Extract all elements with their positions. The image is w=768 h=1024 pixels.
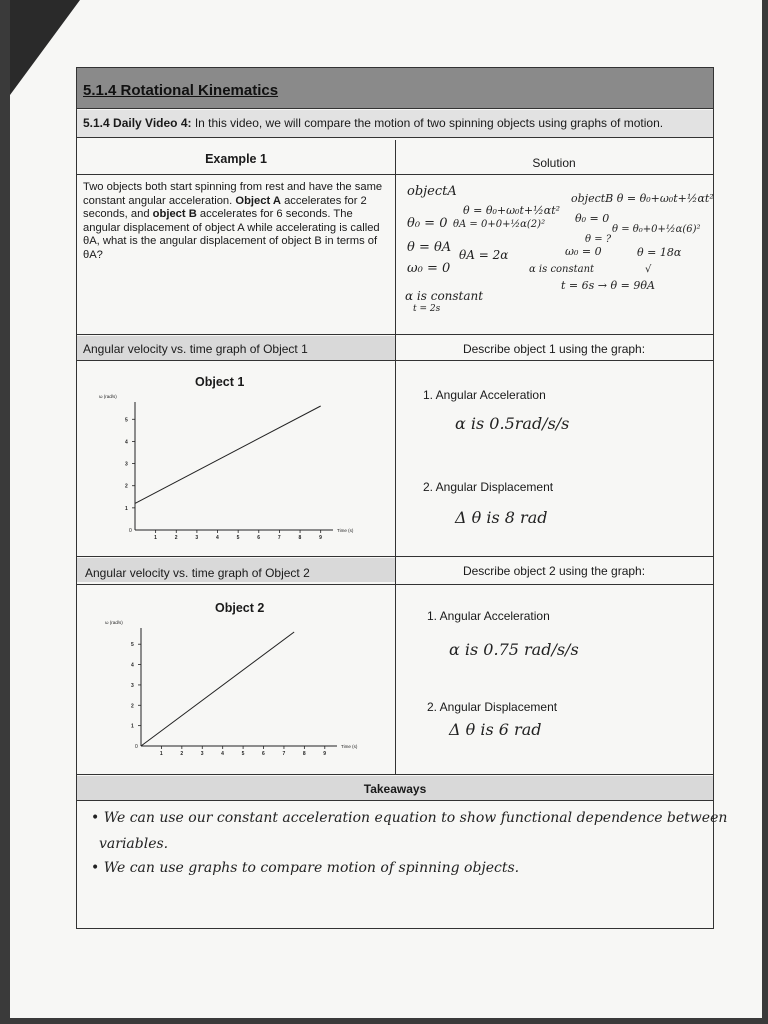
origin-label: 0 xyxy=(135,744,138,750)
x-axis-label: Time (s) xyxy=(337,528,354,533)
object2-question-acceleration: 1. Angular Acceleration xyxy=(427,609,550,623)
y-tick-label: 4 xyxy=(131,662,134,669)
handwritten-step: t = 6s → θ = 9θA xyxy=(561,279,655,292)
y-tick-label: 2 xyxy=(125,483,128,490)
x-tick-label: 6 xyxy=(257,535,261,541)
handwritten-step: t = 2s xyxy=(413,304,441,314)
handwritten-step: ω₀ = 0 xyxy=(565,245,602,258)
x-tick-label: 8 xyxy=(302,751,306,757)
handwritten-step: θ₀ = 0 xyxy=(575,212,610,225)
origin-label: 0 xyxy=(129,528,132,534)
object1-graph-label: Angular velocity vs. time graph of Object 1 xyxy=(83,342,308,356)
handwritten-step: θ = 18α xyxy=(637,246,682,259)
x-tick-label: 8 xyxy=(298,535,302,541)
worksheet-page xyxy=(10,0,762,1018)
y-tick-label: 5 xyxy=(125,417,128,424)
object1-velocity-chart xyxy=(85,394,385,548)
velocity-series-line xyxy=(141,632,294,746)
x-tick-label: 1 xyxy=(154,535,157,541)
page-title: 5.1.4 Rotational Kinematics xyxy=(83,82,279,99)
y-axis-label: ω (rad/s) xyxy=(105,620,123,625)
handwritten-step: α is constant xyxy=(405,289,484,303)
takeaway-line: • We can use our constant acceleration equation to show functional dependence between xyxy=(91,810,728,826)
y-tick-label: 3 xyxy=(125,461,128,468)
x-tick-label: 2 xyxy=(174,535,178,541)
x-tick-label: 4 xyxy=(221,751,224,757)
handwritten-step: θ₀ = 0 xyxy=(407,216,448,231)
page-corner-shadow xyxy=(10,0,80,95)
solution-label: Solution xyxy=(532,156,576,170)
handwritten-step: θ = θ₀+0+½α(6)² xyxy=(612,224,701,235)
video-label: 5.1.4 Daily Video 4: xyxy=(83,116,192,130)
handwritten-step: θ = θA xyxy=(407,240,452,255)
y-tick-label: 1 xyxy=(125,505,128,512)
object2-describe-label: Describe object 2 using the graph: xyxy=(462,564,646,578)
handwritten-step: objectB θ = θ₀+ω₀t+½αt² xyxy=(571,192,714,205)
y-tick-label: 1 xyxy=(131,723,134,730)
object1-question-acceleration: 1. Angular Acceleration xyxy=(423,388,546,402)
handwritten-step: √ xyxy=(645,264,652,275)
object2-answer-acceleration: α is 0.75 rad/s/s xyxy=(449,640,579,659)
x-tick-label: 4 xyxy=(216,535,219,541)
handwritten-step: objectA xyxy=(407,184,457,199)
handwritten-step: θA = 0+0+½α(2)² xyxy=(453,219,546,230)
x-tick-label: 9 xyxy=(319,535,322,541)
object2-graph-label: Angular velocity vs. time graph of Object 2 xyxy=(85,566,310,580)
column-divider xyxy=(395,140,396,774)
object1-answer-acceleration: α is 0.5rad/s/s xyxy=(455,414,570,433)
worksheet-table xyxy=(76,67,728,929)
object1-answer-displacement: Δ θ is 8 rad xyxy=(455,508,548,527)
object1-chart-title: Object 1 xyxy=(195,375,245,389)
x-tick-label: 7 xyxy=(282,751,286,757)
takeaway-line: • We can use graphs to compare motion of spinning objects. xyxy=(91,860,520,876)
object2-velocity-chart xyxy=(87,620,387,764)
y-tick-label: 4 xyxy=(125,439,128,446)
x-tick-label: 5 xyxy=(236,535,240,541)
object1-question-displacement: 2. Angular Displacement xyxy=(423,480,554,494)
y-tick-label: 3 xyxy=(131,682,134,689)
example-label: Example 1 xyxy=(205,152,267,166)
video-description xyxy=(77,110,713,138)
title-bar xyxy=(77,68,713,109)
x-tick-label: 3 xyxy=(200,751,204,757)
x-axis-label: Time (s) xyxy=(341,744,358,749)
handwritten-step: α is constant xyxy=(529,264,595,275)
takeaways-label: Takeaways xyxy=(363,782,427,796)
divider xyxy=(77,774,713,775)
x-tick-label: 3 xyxy=(195,535,199,541)
divider xyxy=(77,800,713,801)
object2-chart-title: Object 2 xyxy=(215,601,265,615)
velocity-series-line xyxy=(135,406,321,503)
x-tick-label: 5 xyxy=(241,751,245,757)
y-tick-label: 5 xyxy=(131,642,134,649)
handwritten-step: θ = ? xyxy=(585,234,612,245)
y-axis-label: ω (rad/s) xyxy=(99,394,117,399)
object2-question-displacement: 2. Angular Displacement xyxy=(427,700,558,714)
y-tick-label: 2 xyxy=(131,703,134,710)
takeaway-line: variables. xyxy=(99,836,169,852)
x-tick-label: 1 xyxy=(159,751,163,757)
x-tick-label: 2 xyxy=(180,751,184,757)
problem-text: Two objects both start spinning from rest and have the same constant angular acceleration. Object A accelerates for 2 seconds, and object B accelerates for 6 seconds. The angular displacement of object A while accelerating is called θA, what is the angular displacement of object B in terms of θA? xyxy=(83,181,383,261)
x-tick-label: 7 xyxy=(277,535,281,541)
video-summary: In this video, we will compare the motion of two spinning objects using graphs of motion. xyxy=(191,116,664,130)
x-tick-label: 9 xyxy=(323,751,327,757)
handwritten-step: θ = θ₀+ω₀t+½αt² xyxy=(463,204,561,217)
object2-answer-displacement: Δ θ is 6 rad xyxy=(449,720,542,739)
handwritten-step: θA = 2α xyxy=(459,248,509,262)
object1-describe-label: Describe object 1 using the graph: xyxy=(462,342,646,356)
x-tick-label: 6 xyxy=(262,751,265,757)
handwritten-step: ω₀ = 0 xyxy=(407,261,451,276)
